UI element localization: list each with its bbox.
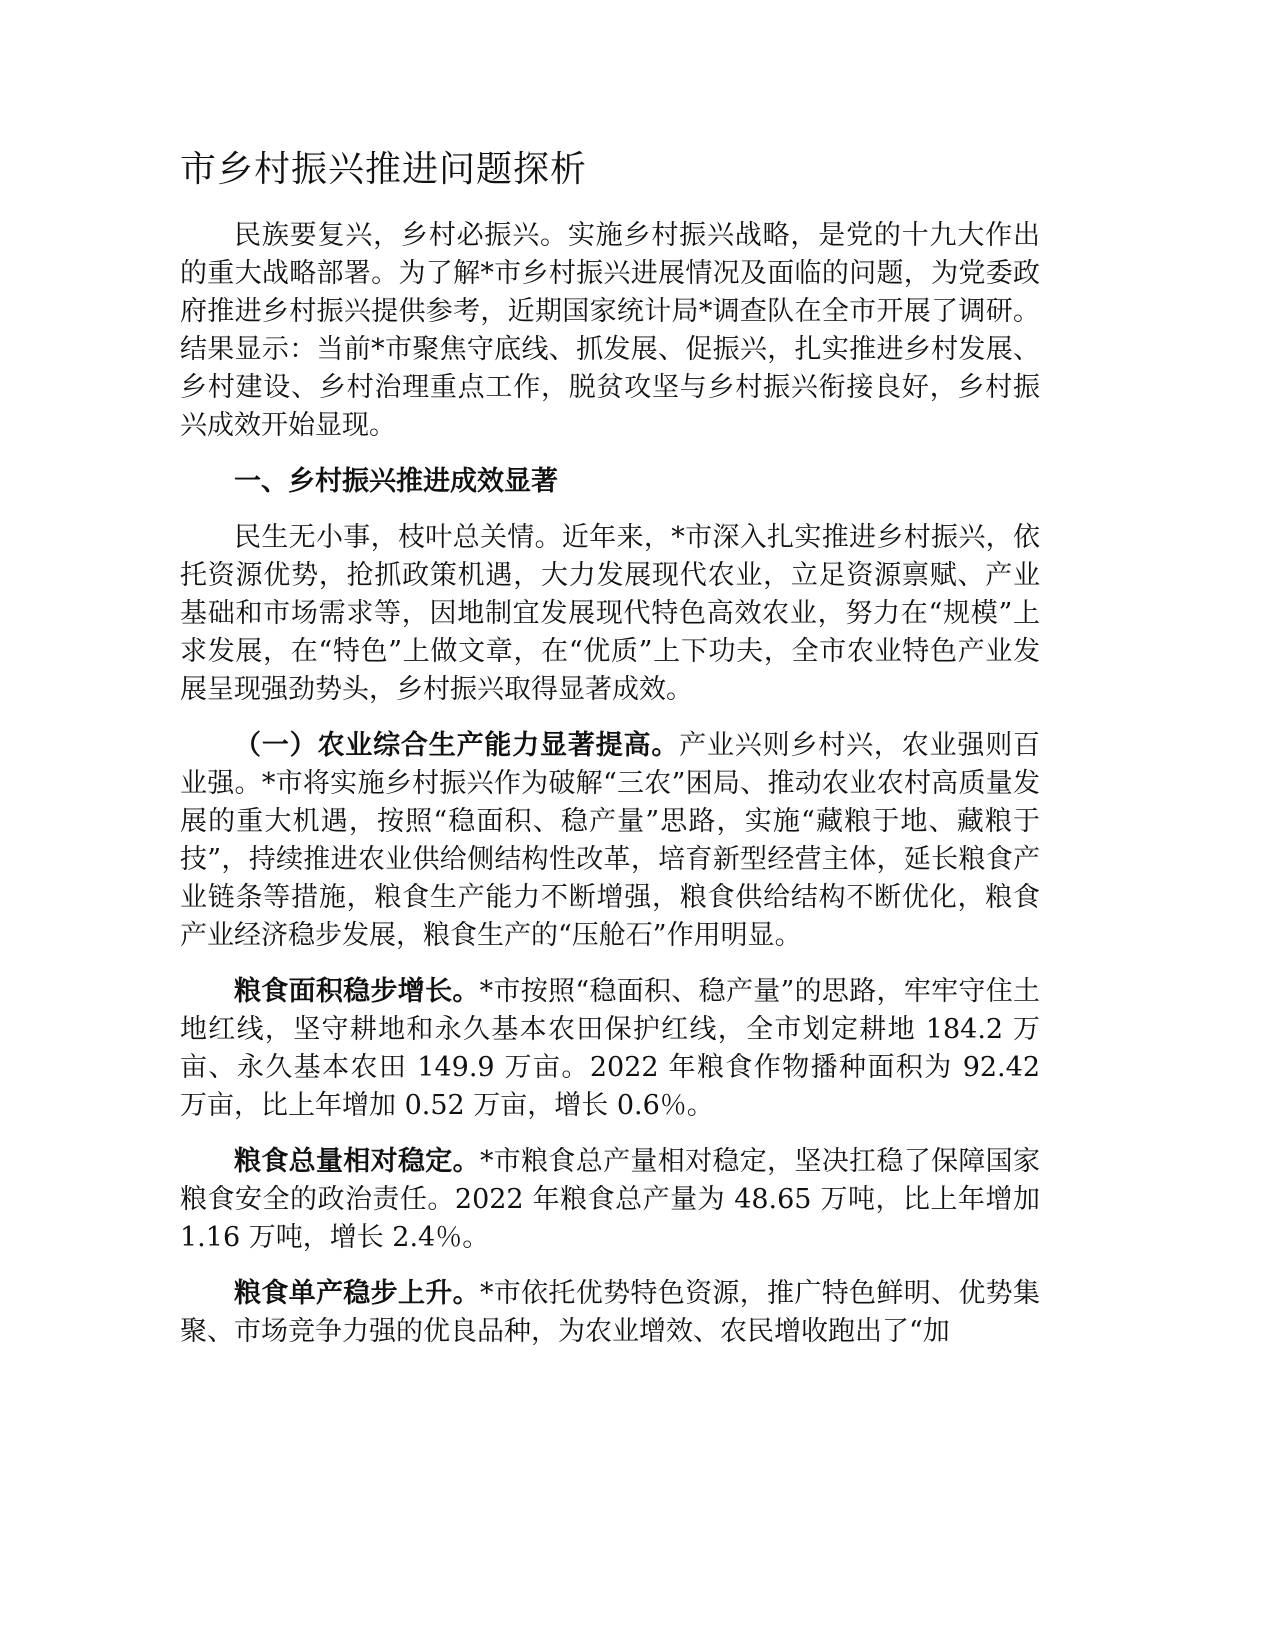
grain-total-lead: 粮食总量相对稳定。 xyxy=(234,1146,480,1177)
document-page xyxy=(180,145,1040,1369)
grain-area-paragraph xyxy=(180,973,1040,1125)
section-1-paragraph: 民生无小事，枝叶总关情。近年来，*市深入扎实推进乡村振兴，依托资源优势，抢抓政策机遇，大力发展现代农业，立足资源禀赋、产业基础和市场需求等，因地制宜发展现代特色高效农业，努力在“规模”上求发展，在“特色”上做文章，在“优质”上下功夫，全市农业特色产业发展呈现强劲势头，乡村振兴取得显著成效。 xyxy=(180,522,1040,705)
grain-area-text: *市按照“稳面积、稳产量”的思路，牢牢守住土地红线，坚守耕地和永久基本农田保护红线，全市划定耕地 184.2 万亩、永久基本农田 149.9 万亩。2022 年粮食作物播种面积为 92.42 万亩，比上年增加 0.52 万亩，增长 0.6％。 xyxy=(180,976,1041,1121)
intro-paragraph: 民族要复兴，乡村必振兴。实施乡村振兴战略，是党的十九大作出的重大战略部署。为了解*市乡村振兴进展情况及面临的问题，为党委政府推进乡村振兴提供参考，近期国家统计局*调查队在全市开展了调研。结果显示：当前*市聚焦守底线、抓发展、促振兴，扎实推进乡村发展、乡村建设、乡村治理重点工作，脱贫攻坚与乡村振兴衔接良好，乡村振兴成效开始显现。 xyxy=(180,220,1040,441)
grain-yield-lead: 粮食单产稳步上升。 xyxy=(234,1278,480,1309)
document-title: 市乡村振兴推进问题探析 xyxy=(180,149,588,190)
grain-yield-text: *市依托优势特色资源，推广特色鲜明、优势集聚、市场竞争力强的优良品种，为农业增效、农民增收跑出了“加 xyxy=(180,1278,1041,1347)
grain-total-paragraph xyxy=(180,1143,1040,1257)
section-heading-1: 一、乡村振兴推进成效显著 xyxy=(234,466,558,497)
subsection-1-paragraph xyxy=(180,727,1040,955)
subsection-1-text: 产业兴则乡村兴，农业强则百业强。*市将实施乡村振兴作为破解“三农”困局、推动农业农村高质量发展的重大机遇，按照“稳面积、稳产量”思路，实施“藏粮于地、藏粮于技”，持续推进农业供给侧结构性改革，培育新型经营主体，延长粮食产业链条等措施，粮食生产能力不断增强，粮食供给结构不断优化，粮食产业经济稳步发展，粮食生产的“压舱石”作用明显。 xyxy=(180,730,1041,951)
grain-yield-paragraph xyxy=(180,1275,1040,1351)
subsection-1-heading: （一）农业综合生产能力显著提高。 xyxy=(234,730,680,761)
grain-area-lead: 粮食面积稳步增长。 xyxy=(234,976,480,1007)
grain-total-text: *市粮食总产量相对稳定，坚决扛稳了保障国家粮食安全的政治责任。2022 年粮食总产量为 48.65 万吨，比上年增加 1.16 万吨，增长 2.4％。 xyxy=(180,1146,1041,1253)
